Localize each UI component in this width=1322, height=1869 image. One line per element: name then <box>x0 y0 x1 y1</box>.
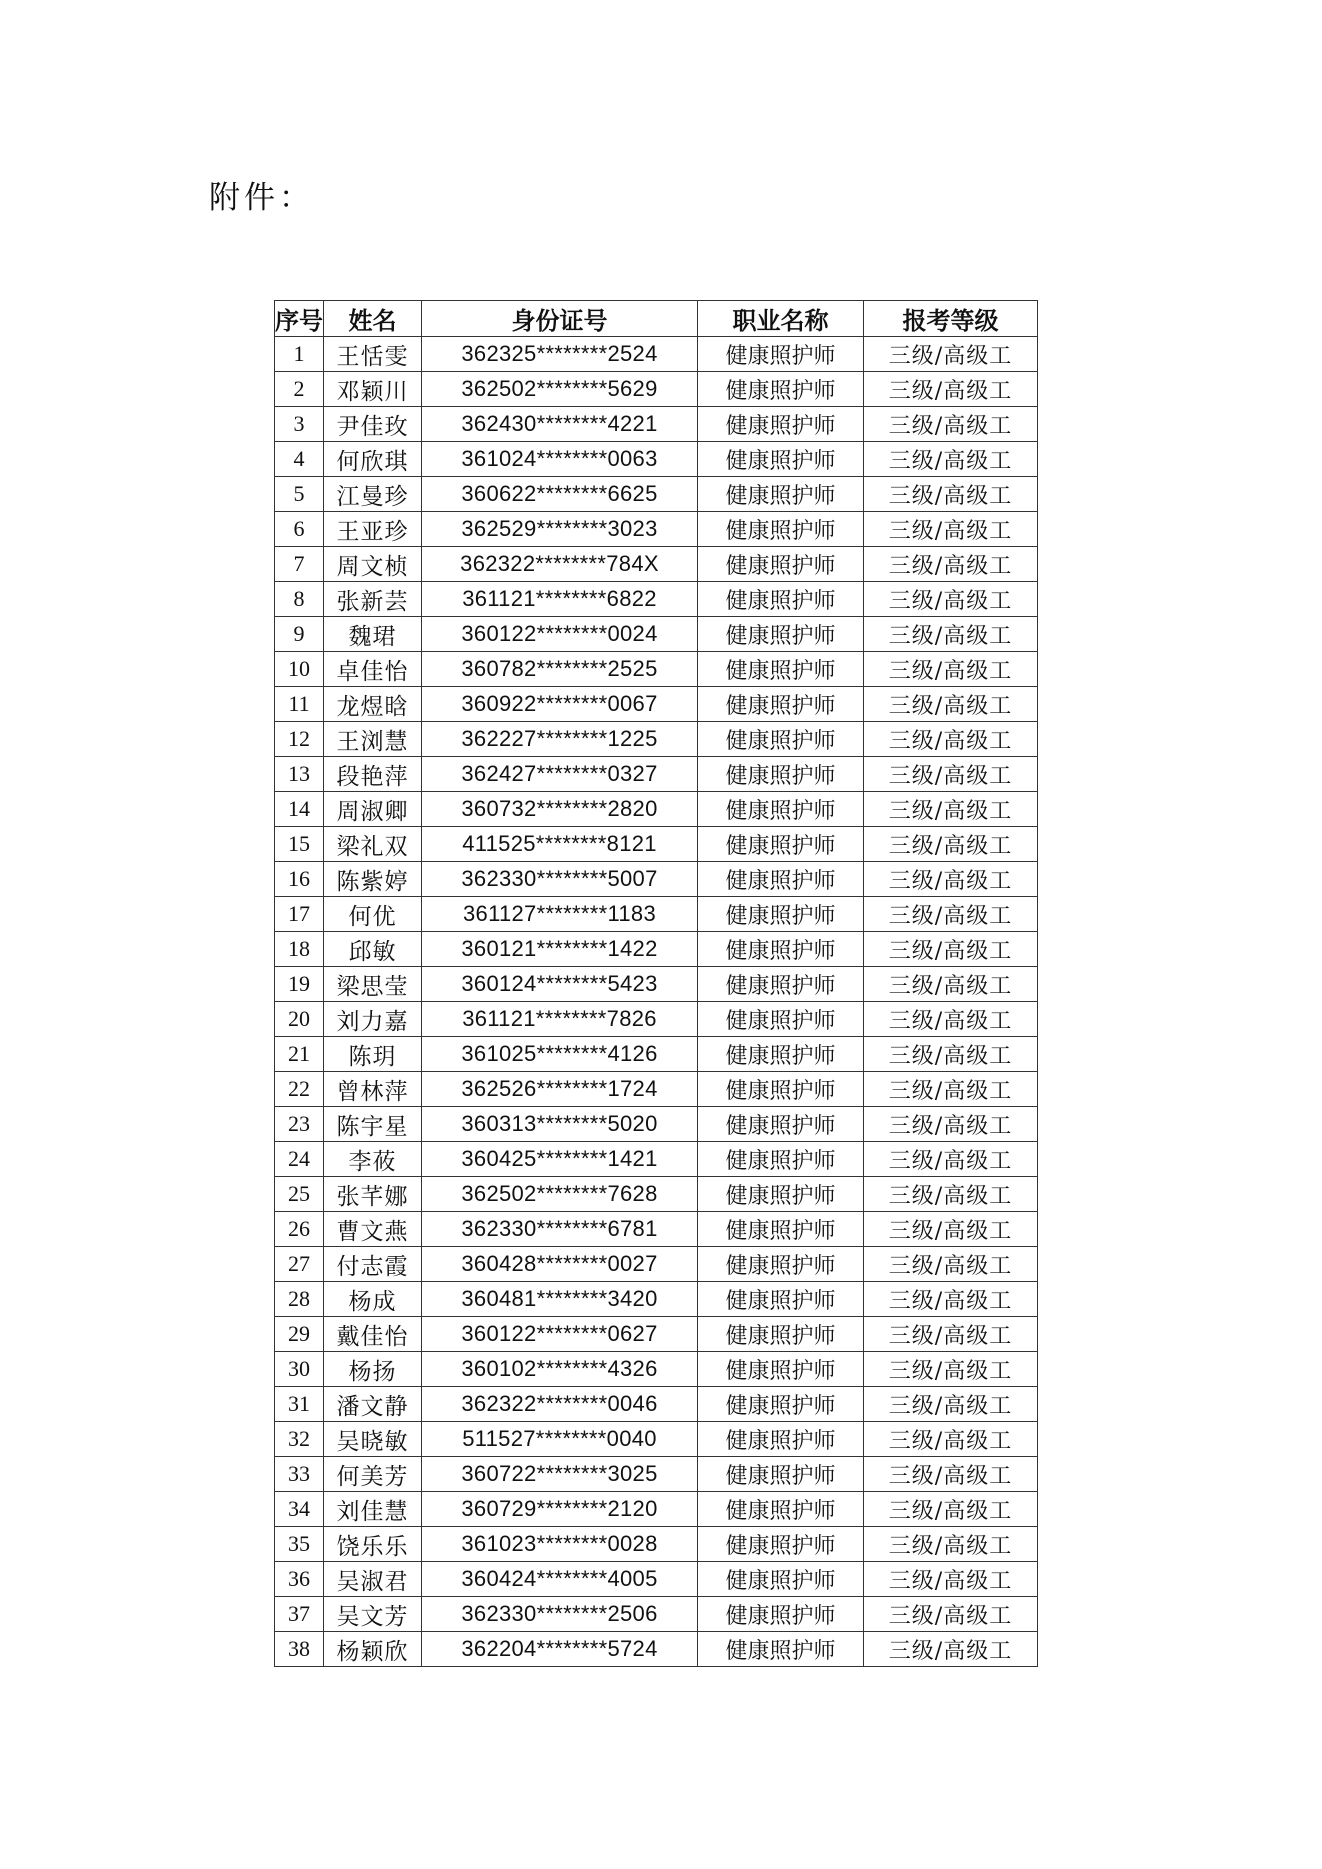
cell-name: 卓佳怡 <box>324 652 422 687</box>
cell-id-number: 362502********5629 <box>422 372 698 407</box>
cell-exam-level: 三级/高级工 <box>864 1317 1038 1352</box>
cell-name: 吴淑君 <box>324 1562 422 1597</box>
table-row <box>275 1142 1038 1177</box>
cell-serial-number: 26 <box>275 1212 324 1247</box>
cell-exam-level: 三级/高级工 <box>864 862 1038 897</box>
cell-id-number: 361024********0063 <box>422 442 698 477</box>
cell-name: 付志霞 <box>324 1247 422 1282</box>
cell-name: 张芊娜 <box>324 1177 422 1212</box>
table-row <box>275 372 1038 407</box>
cell-id-number: 360782********2525 <box>422 652 698 687</box>
cell-exam-level: 三级/高级工 <box>864 547 1038 582</box>
header-name: 姓名 <box>324 301 422 337</box>
table-row <box>275 722 1038 757</box>
cell-occupation: 健康照护师 <box>698 1072 864 1107</box>
cell-serial-number: 34 <box>275 1492 324 1527</box>
cell-serial-number: 30 <box>275 1352 324 1387</box>
table-row <box>275 1562 1038 1597</box>
cell-exam-level: 三级/高级工 <box>864 477 1038 512</box>
cell-id-number: 360922********0067 <box>422 687 698 722</box>
cell-occupation: 健康照护师 <box>698 1422 864 1457</box>
cell-exam-level: 三级/高级工 <box>864 792 1038 827</box>
cell-serial-number: 28 <box>275 1282 324 1317</box>
cell-id-number: 360124********5423 <box>422 967 698 1002</box>
table-row <box>275 407 1038 442</box>
cell-exam-level: 三级/高级工 <box>864 1282 1038 1317</box>
cell-exam-level: 三级/高级工 <box>864 722 1038 757</box>
table-row <box>275 582 1038 617</box>
cell-id-number: 361121********6822 <box>422 582 698 617</box>
table-row <box>275 1212 1038 1247</box>
cell-occupation: 健康照护师 <box>698 1317 864 1352</box>
cell-exam-level: 三级/高级工 <box>864 512 1038 547</box>
cell-id-number: 362204********5724 <box>422 1632 698 1667</box>
cell-exam-level: 三级/高级工 <box>864 1037 1038 1072</box>
table-row <box>275 792 1038 827</box>
cell-id-number: 360428********0027 <box>422 1247 698 1282</box>
cell-serial-number: 18 <box>275 932 324 967</box>
cell-serial-number: 2 <box>275 372 324 407</box>
table-row <box>275 337 1038 372</box>
table-row <box>275 1492 1038 1527</box>
cell-name: 魏珺 <box>324 617 422 652</box>
cell-serial-number: 23 <box>275 1107 324 1142</box>
cell-id-number: 362330********2506 <box>422 1597 698 1632</box>
cell-serial-number: 4 <box>275 442 324 477</box>
table-row <box>275 897 1038 932</box>
cell-name: 饶乐乐 <box>324 1527 422 1562</box>
cell-occupation: 健康照护师 <box>698 337 864 372</box>
table-row <box>275 687 1038 722</box>
cell-serial-number: 10 <box>275 652 324 687</box>
cell-exam-level: 三级/高级工 <box>864 897 1038 932</box>
cell-exam-level: 三级/高级工 <box>864 1212 1038 1247</box>
table-row <box>275 1002 1038 1037</box>
table-row <box>275 1457 1038 1492</box>
cell-exam-level: 三级/高级工 <box>864 1002 1038 1037</box>
table-row <box>275 512 1038 547</box>
cell-exam-level: 三级/高级工 <box>864 1072 1038 1107</box>
cell-exam-level: 三级/高级工 <box>864 1632 1038 1667</box>
cell-id-number: 362427********0327 <box>422 757 698 792</box>
cell-occupation: 健康照护师 <box>698 862 864 897</box>
cell-serial-number: 5 <box>275 477 324 512</box>
cell-name: 刘力嘉 <box>324 1002 422 1037</box>
table-row <box>275 1177 1038 1212</box>
cell-serial-number: 20 <box>275 1002 324 1037</box>
cell-name: 杨颖欣 <box>324 1632 422 1667</box>
cell-occupation: 健康照护师 <box>698 1037 864 1072</box>
cell-id-number: 411525********8121 <box>422 827 698 862</box>
cell-serial-number: 31 <box>275 1387 324 1422</box>
cell-occupation: 健康照护师 <box>698 792 864 827</box>
cell-occupation: 健康照护师 <box>698 967 864 1002</box>
cell-name: 陈紫婷 <box>324 862 422 897</box>
table-header-row <box>275 301 1038 337</box>
header-exam-level: 报考等级 <box>864 301 1038 337</box>
cell-name: 何优 <box>324 897 422 932</box>
cell-name: 王浏慧 <box>324 722 422 757</box>
cell-name: 陈宇星 <box>324 1107 422 1142</box>
cell-serial-number: 17 <box>275 897 324 932</box>
table-row <box>275 1632 1038 1667</box>
cell-serial-number: 25 <box>275 1177 324 1212</box>
cell-name: 江曼珍 <box>324 477 422 512</box>
cell-serial-number: 32 <box>275 1422 324 1457</box>
cell-name: 李莜 <box>324 1142 422 1177</box>
table-row <box>275 1037 1038 1072</box>
cell-id-number: 360121********1422 <box>422 932 698 967</box>
table-row <box>275 1317 1038 1352</box>
cell-name: 邱敏 <box>324 932 422 967</box>
cell-name: 杨成 <box>324 1282 422 1317</box>
cell-id-number: 362322********784X <box>422 547 698 582</box>
cell-exam-level: 三级/高级工 <box>864 757 1038 792</box>
attachment-heading: 附件： <box>209 180 314 216</box>
cell-name: 尹佳玫 <box>324 407 422 442</box>
cell-id-number: 362330********6781 <box>422 1212 698 1247</box>
table-row <box>275 757 1038 792</box>
cell-exam-level: 三级/高级工 <box>864 407 1038 442</box>
cell-serial-number: 36 <box>275 1562 324 1597</box>
table-row <box>275 1072 1038 1107</box>
cell-name: 吴晓敏 <box>324 1422 422 1457</box>
table-row <box>275 1247 1038 1282</box>
table-body <box>275 337 1038 1667</box>
cell-serial-number: 33 <box>275 1457 324 1492</box>
cell-serial-number: 11 <box>275 687 324 722</box>
cell-name: 吴文芳 <box>324 1597 422 1632</box>
cell-serial-number: 27 <box>275 1247 324 1282</box>
cell-id-number: 362529********3023 <box>422 512 698 547</box>
cell-name: 陈玥 <box>324 1037 422 1072</box>
header-occupation: 职业名称 <box>698 301 864 337</box>
cell-name: 潘文静 <box>324 1387 422 1422</box>
cell-serial-number: 15 <box>275 827 324 862</box>
cell-occupation: 健康照护师 <box>698 547 864 582</box>
cell-name: 梁思莹 <box>324 967 422 1002</box>
cell-serial-number: 12 <box>275 722 324 757</box>
cell-id-number: 360732********2820 <box>422 792 698 827</box>
cell-id-number: 360729********2120 <box>422 1492 698 1527</box>
cell-id-number: 360481********3420 <box>422 1282 698 1317</box>
cell-occupation: 健康照护师 <box>698 1282 864 1317</box>
cell-occupation: 健康照护师 <box>698 617 864 652</box>
cell-id-number: 360102********4326 <box>422 1352 698 1387</box>
cell-occupation: 健康照护师 <box>698 582 864 617</box>
cell-name: 邓颖川 <box>324 372 422 407</box>
table-row <box>275 1527 1038 1562</box>
cell-id-number: 360722********3025 <box>422 1457 698 1492</box>
cell-id-number: 362227********1225 <box>422 722 698 757</box>
cell-occupation: 健康照护师 <box>698 1212 864 1247</box>
table-row <box>275 617 1038 652</box>
cell-id-number: 360122********0024 <box>422 617 698 652</box>
cell-exam-level: 三级/高级工 <box>864 1247 1038 1282</box>
cell-id-number: 362322********0046 <box>422 1387 698 1422</box>
cell-exam-level: 三级/高级工 <box>864 1457 1038 1492</box>
cell-occupation: 健康照护师 <box>698 442 864 477</box>
cell-name: 周淑卿 <box>324 792 422 827</box>
cell-exam-level: 三级/高级工 <box>864 337 1038 372</box>
cell-id-number: 361121********7826 <box>422 1002 698 1037</box>
table-row <box>275 547 1038 582</box>
cell-occupation: 健康照护师 <box>698 932 864 967</box>
cell-serial-number: 24 <box>275 1142 324 1177</box>
cell-occupation: 健康照护师 <box>698 1107 864 1142</box>
cell-id-number: 362526********1724 <box>422 1072 698 1107</box>
cell-serial-number: 14 <box>275 792 324 827</box>
cell-serial-number: 3 <box>275 407 324 442</box>
cell-exam-level: 三级/高级工 <box>864 652 1038 687</box>
header-id-number: 身份证号 <box>422 301 698 337</box>
cell-exam-level: 三级/高级工 <box>864 1562 1038 1597</box>
cell-occupation: 健康照护师 <box>698 687 864 722</box>
cell-occupation: 健康照护师 <box>698 1492 864 1527</box>
cell-serial-number: 19 <box>275 967 324 1002</box>
cell-exam-level: 三级/高级工 <box>864 1107 1038 1142</box>
cell-occupation: 健康照护师 <box>698 1562 864 1597</box>
cell-name: 杨扬 <box>324 1352 422 1387</box>
cell-exam-level: 三级/高级工 <box>864 1177 1038 1212</box>
cell-exam-level: 三级/高级工 <box>864 967 1038 1002</box>
cell-name: 何欣琪 <box>324 442 422 477</box>
cell-name: 曹文燕 <box>324 1212 422 1247</box>
cell-name: 王亚珍 <box>324 512 422 547</box>
cell-exam-level: 三级/高级工 <box>864 1597 1038 1632</box>
cell-serial-number: 22 <box>275 1072 324 1107</box>
cell-occupation: 健康照护师 <box>698 757 864 792</box>
cell-id-number: 362325********2524 <box>422 337 698 372</box>
cell-exam-level: 三级/高级工 <box>864 1352 1038 1387</box>
cell-occupation: 健康照护师 <box>698 1002 864 1037</box>
cell-occupation: 健康照护师 <box>698 477 864 512</box>
table-row <box>275 932 1038 967</box>
cell-id-number: 360622********6625 <box>422 477 698 512</box>
cell-occupation: 健康照护师 <box>698 1177 864 1212</box>
table-row <box>275 1107 1038 1142</box>
cell-id-number: 360424********4005 <box>422 1562 698 1597</box>
table-row <box>275 442 1038 477</box>
cell-exam-level: 三级/高级工 <box>864 1387 1038 1422</box>
cell-occupation: 健康照护师 <box>698 407 864 442</box>
table-row <box>275 652 1038 687</box>
cell-name: 曾林萍 <box>324 1072 422 1107</box>
cell-exam-level: 三级/高级工 <box>864 442 1038 477</box>
cell-occupation: 健康照护师 <box>698 512 864 547</box>
cell-name: 王恬雯 <box>324 337 422 372</box>
cell-id-number: 360122********0627 <box>422 1317 698 1352</box>
cell-name: 戴佳怡 <box>324 1317 422 1352</box>
cell-serial-number: 13 <box>275 757 324 792</box>
cell-name: 梁礼双 <box>324 827 422 862</box>
table-row <box>275 1352 1038 1387</box>
cell-occupation: 健康照护师 <box>698 1527 864 1562</box>
cell-serial-number: 35 <box>275 1527 324 1562</box>
cell-id-number: 361127********1183 <box>422 897 698 932</box>
cell-serial-number: 37 <box>275 1597 324 1632</box>
cell-occupation: 健康照护师 <box>698 372 864 407</box>
cell-occupation: 健康照护师 <box>698 827 864 862</box>
cell-name: 周文桢 <box>324 547 422 582</box>
cell-id-number: 362430********4221 <box>422 407 698 442</box>
table-row <box>275 477 1038 512</box>
cell-exam-level: 三级/高级工 <box>864 1422 1038 1457</box>
cell-exam-level: 三级/高级工 <box>864 582 1038 617</box>
cell-id-number: 361025********4126 <box>422 1037 698 1072</box>
cell-occupation: 健康照护师 <box>698 1597 864 1632</box>
cell-occupation: 健康照护师 <box>698 1387 864 1422</box>
cell-serial-number: 1 <box>275 337 324 372</box>
cell-occupation: 健康照护师 <box>698 1352 864 1387</box>
cell-id-number: 362330********5007 <box>422 862 698 897</box>
candidate-table <box>274 300 1038 1667</box>
cell-exam-level: 三级/高级工 <box>864 1492 1038 1527</box>
header-serial-number: 序号 <box>275 301 324 337</box>
cell-exam-level: 三级/高级工 <box>864 1527 1038 1562</box>
cell-serial-number: 29 <box>275 1317 324 1352</box>
cell-exam-level: 三级/高级工 <box>864 932 1038 967</box>
cell-exam-level: 三级/高级工 <box>864 372 1038 407</box>
table-row <box>275 967 1038 1002</box>
cell-id-number: 511527********0040 <box>422 1422 698 1457</box>
table-row <box>275 862 1038 897</box>
cell-name: 何美芳 <box>324 1457 422 1492</box>
cell-name: 龙煜晗 <box>324 687 422 722</box>
cell-occupation: 健康照护师 <box>698 1142 864 1177</box>
table-row <box>275 1282 1038 1317</box>
cell-serial-number: 9 <box>275 617 324 652</box>
cell-occupation: 健康照护师 <box>698 897 864 932</box>
cell-occupation: 健康照护师 <box>698 1457 864 1492</box>
cell-occupation: 健康照护师 <box>698 652 864 687</box>
cell-name: 张新芸 <box>324 582 422 617</box>
cell-occupation: 健康照护师 <box>698 1247 864 1282</box>
cell-exam-level: 三级/高级工 <box>864 687 1038 722</box>
cell-name: 段艳萍 <box>324 757 422 792</box>
cell-id-number: 360313********5020 <box>422 1107 698 1142</box>
cell-id-number: 360425********1421 <box>422 1142 698 1177</box>
table-row <box>275 1597 1038 1632</box>
cell-id-number: 361023********0028 <box>422 1527 698 1562</box>
table-row <box>275 1387 1038 1422</box>
cell-serial-number: 38 <box>275 1632 324 1667</box>
table-row <box>275 827 1038 862</box>
cell-serial-number: 7 <box>275 547 324 582</box>
cell-exam-level: 三级/高级工 <box>864 1142 1038 1177</box>
cell-id-number: 362502********7628 <box>422 1177 698 1212</box>
cell-occupation: 健康照护师 <box>698 722 864 757</box>
cell-exam-level: 三级/高级工 <box>864 827 1038 862</box>
table-row <box>275 1422 1038 1457</box>
cell-occupation: 健康照护师 <box>698 1632 864 1667</box>
cell-serial-number: 8 <box>275 582 324 617</box>
cell-serial-number: 21 <box>275 1037 324 1072</box>
cell-name: 刘佳慧 <box>324 1492 422 1527</box>
cell-serial-number: 6 <box>275 512 324 547</box>
cell-serial-number: 16 <box>275 862 324 897</box>
cell-exam-level: 三级/高级工 <box>864 617 1038 652</box>
